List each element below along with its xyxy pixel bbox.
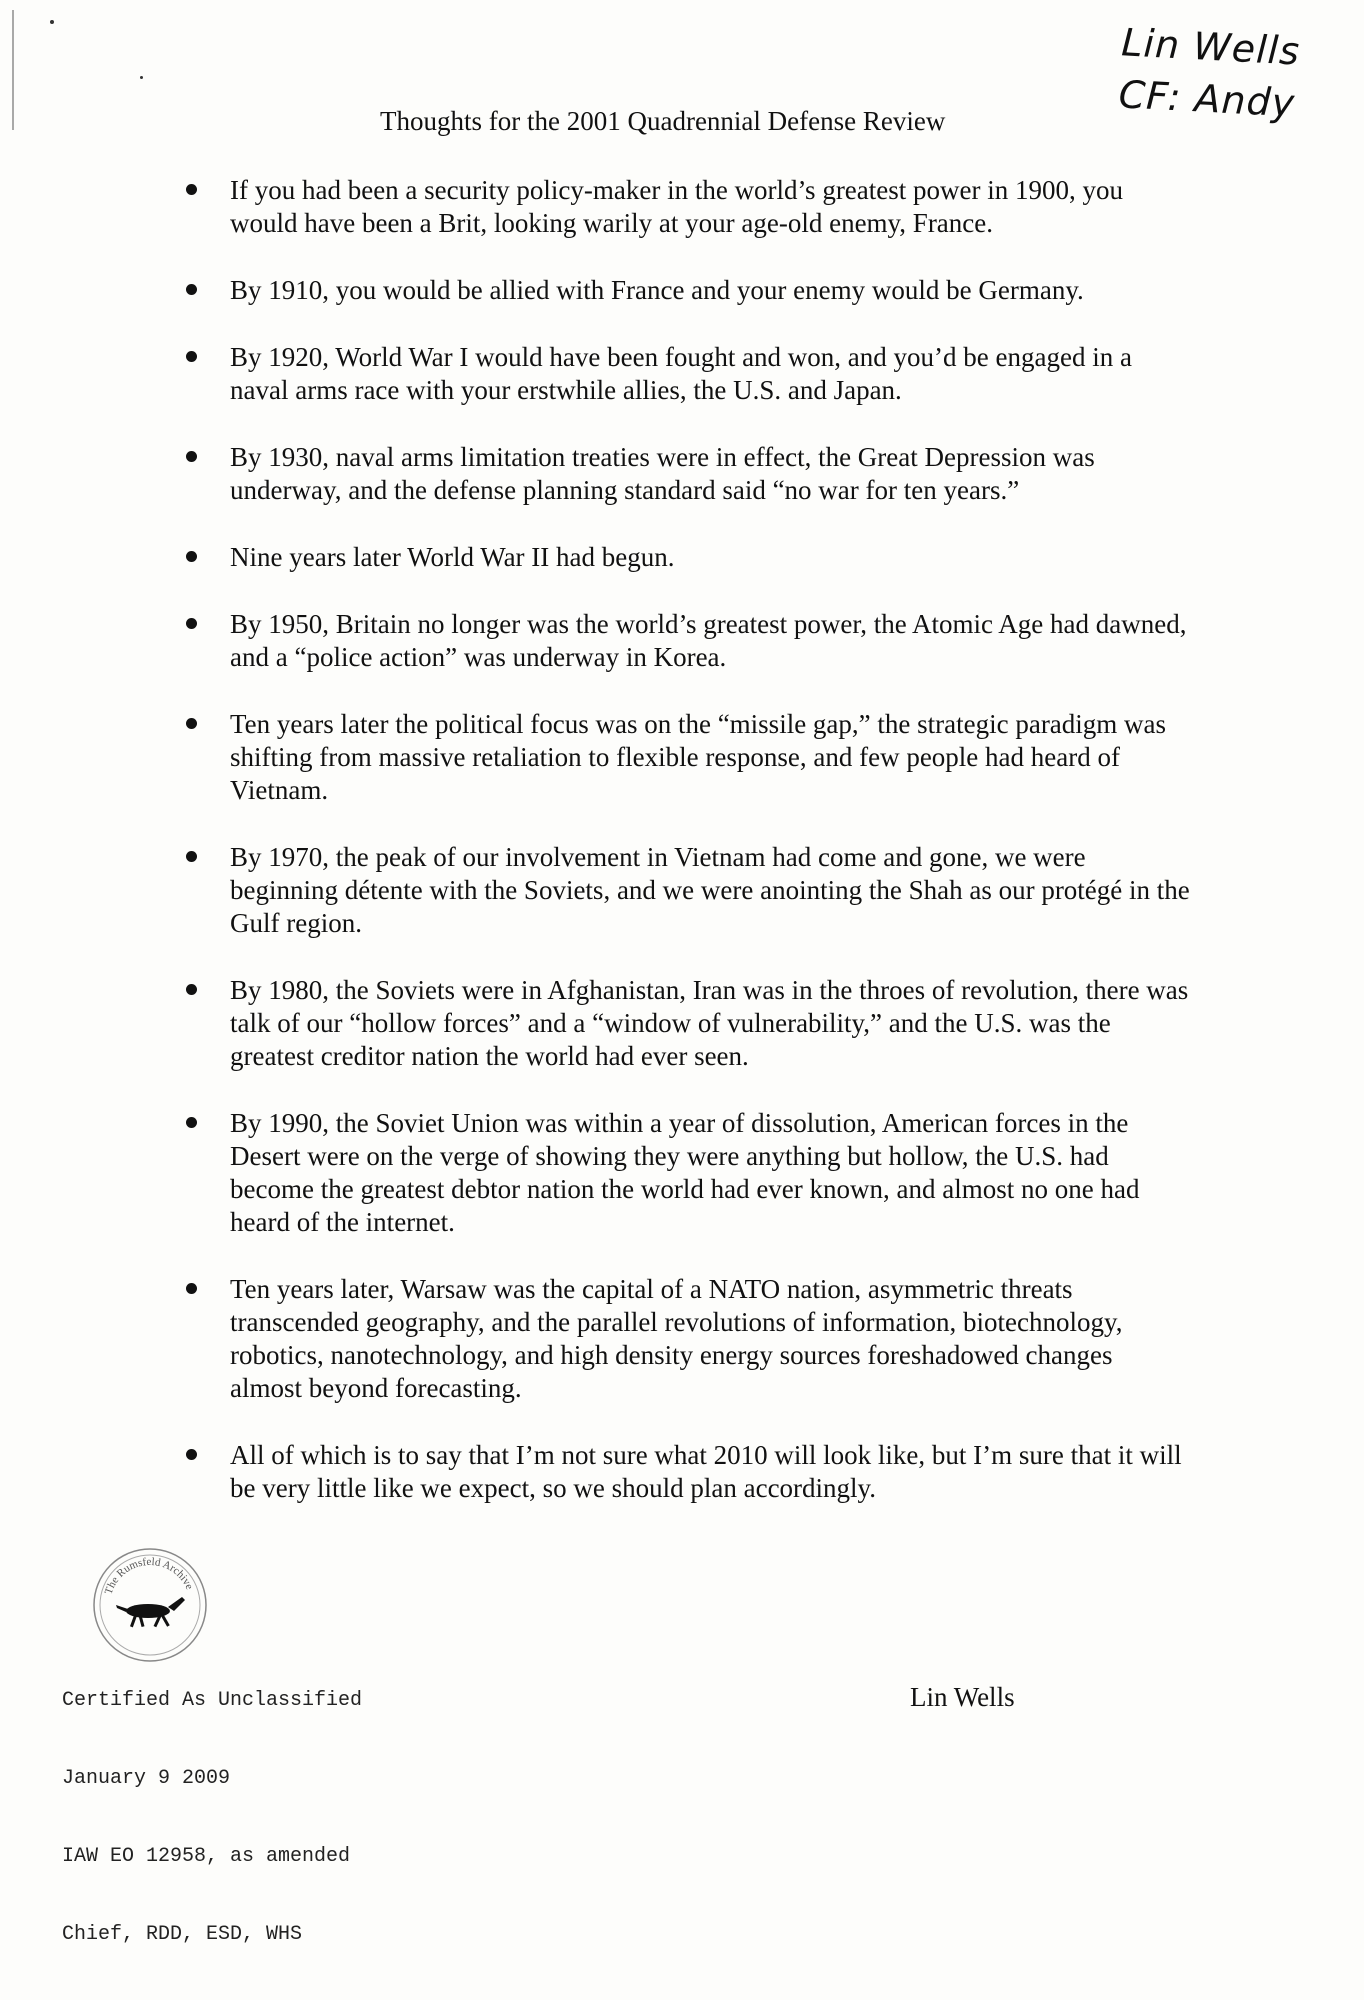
bullet-icon <box>186 351 197 362</box>
bullet-item <box>150 841 1190 940</box>
bullet-item <box>150 441 1190 507</box>
bullet-item <box>150 341 1190 407</box>
certification-line-1: Certified As Unclassified <box>62 1689 363 1712</box>
bullet-item <box>150 541 1190 574</box>
bullet-icon <box>186 184 197 195</box>
bullet-icon <box>186 1449 197 1460</box>
margin-mark <box>12 10 14 130</box>
author-signature: Lin Wells <box>910 1682 1015 1712</box>
bullet-icon <box>186 1117 197 1128</box>
bullet-icon <box>186 618 197 629</box>
bullet-text: Ten years later, Warsaw was the capital of a NATO nation, asymmetric threats transcended geography, and the parallel revolutions of information, biotechnology, robotics, nanotechnology, and high density energy sources foreshadowed changes almost beyond forecasting. <box>230 1274 1123 1403</box>
scan-speck <box>140 76 143 79</box>
handwritten-line-2: CF: Andy <box>1117 72 1297 126</box>
certification-line-4: Chief, RDD, ESD, WHS <box>62 1923 303 1946</box>
bullet-item <box>150 274 1190 307</box>
bullet-text: By 1930, naval arms limitation treaties were in effect, the Great Depression was underway, and the defense planning standard said “no war for ten years.” <box>230 442 1095 505</box>
bullet-icon <box>186 451 197 462</box>
bullet-icon <box>186 984 197 995</box>
bullet-item <box>150 174 1190 240</box>
bullet-item <box>150 608 1190 674</box>
bullet-text: By 1950, Britain no longer was the world’s greatest power, the Atomic Age had dawned, and a “police action” was underway in Korea. <box>230 609 1187 672</box>
bullet-icon <box>186 1283 197 1294</box>
certification-stamp <box>62 1636 362 2000</box>
handwritten-line-1: Lin Wells <box>1120 20 1302 74</box>
bullet-icon <box>186 551 197 562</box>
bullet-text: By 1970, the peak of our involvement in Vietnam had come and gone, we were beginning détente with the Soviets, and we were anointing the Shah as our protégé in the Gulf region. <box>230 842 1190 938</box>
certification-line-3: IAW EO 12958, as amended <box>62 1845 351 1868</box>
bullet-item <box>150 708 1190 807</box>
bullet-list <box>150 174 1190 1539</box>
horse-icon <box>116 1597 185 1627</box>
certification-line-2: January 9 2009 <box>62 1767 231 1790</box>
bullet-icon <box>186 718 197 729</box>
bullet-item <box>150 1439 1190 1505</box>
bullet-text: Nine years later World War II had begun. <box>230 542 675 572</box>
bullet-text: By 1920, World War I would have been fought and won, and you’d be engaged in a naval arms race with your erstwhile allies, the U.S. and Japan. <box>230 342 1132 405</box>
bullet-item <box>150 1107 1190 1239</box>
bullet-text: By 1980, the Soviets were in Afghanistan, Iran was in the throes of revolution, there was talk of our “hollow forces” and a “window of vulnerability,” and the U.S. was the greatest creditor nation the world had ever seen. <box>230 975 1189 1071</box>
bullet-item <box>150 1273 1190 1405</box>
bullet-icon <box>186 851 197 862</box>
bullet-item <box>150 974 1190 1073</box>
scan-speck <box>50 20 54 24</box>
bullet-text: By 1910, you would be allied with France and your enemy would be Germany. <box>230 275 1084 305</box>
seal-text: The Rumsfeld Archive <box>102 1555 196 1597</box>
bullet-text: If you had been a security policy-maker in the world’s greatest power in 1900, you would have been a Brit, looking warily at your age-old enemy, France. <box>230 175 1123 238</box>
bullet-text: Ten years later the political focus was on the “missile gap,” the strategic paradigm was shifting from massive retaliation to flexible response, and few people had heard of Vietnam. <box>230 709 1167 805</box>
bullet-icon <box>186 284 197 295</box>
document-title: Thoughts for the 2001 Quadrennial Defense Review <box>380 106 946 136</box>
bullet-text: All of which is to say that I’m not sure what 2010 will look like, but I’m sure that it will be very little like we expect, so we should plan accordingly. <box>230 1440 1182 1503</box>
bullet-text: By 1990, the Soviet Union was within a year of dissolution, American forces in the Desert were on the verge of showing they were anything but hollow, the U.S. had become the greatest debtor nation the world had ever known, and almost no one had heard of the internet. <box>230 1108 1140 1237</box>
handwritten-note <box>1117 16 1342 131</box>
